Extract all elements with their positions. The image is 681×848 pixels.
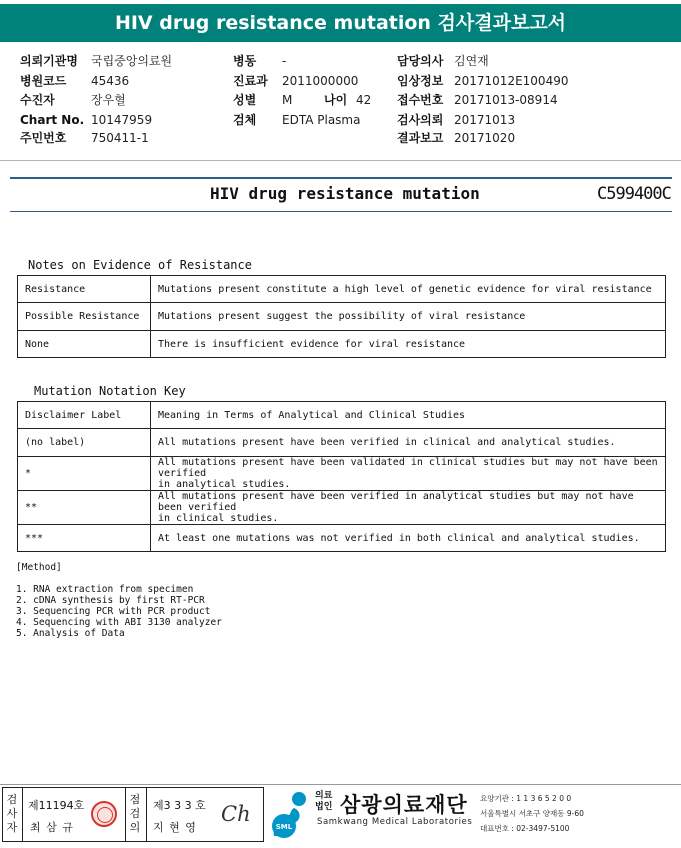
info-label: 주민번호 — [20, 131, 67, 145]
contact-line: 대표번호 : 02-3497-5100 — [480, 824, 570, 833]
evidence-table — [17, 275, 666, 358]
info-value-age: 42 — [356, 93, 372, 107]
method-title: [Method] — [16, 562, 62, 573]
examiner-role — [4, 793, 20, 835]
notation-meaning-line: in clinical studies. — [158, 513, 279, 524]
info-value: - — [282, 54, 287, 68]
notation-label: (no label) — [18, 429, 151, 457]
method-step: 2. cDNA synthesis by first RT-PCR — [16, 595, 205, 606]
footer-divider — [0, 784, 681, 785]
info-column-1 — [20, 54, 220, 154]
notation-meaning-line: All mutations present have been validated in clinical studies but may not have been verified — [158, 457, 658, 479]
contact-line: 요양기관 : 1 1 3 6 5 2 0 0 — [480, 794, 572, 803]
corp-prefix — [315, 791, 335, 813]
notation-meaning — [151, 457, 666, 491]
notation-meaning — [151, 429, 666, 457]
report-header-title: HIV drug resistance mutation 검사결과보고서 — [0, 4, 681, 42]
table-row — [18, 276, 666, 303]
evidence-meaning: There is insufficient evidence for viral resistance — [151, 331, 666, 358]
info-label: 수진자 — [20, 93, 55, 107]
evidence-term: None — [18, 331, 151, 358]
info-label: 진료과 — [233, 74, 268, 88]
notation-label: * — [18, 457, 151, 491]
report-code: C599400C — [597, 184, 671, 204]
examiner-seal-icon — [91, 801, 117, 827]
column-header-meaning: Meaning in Terms of Analytical and Clinical Studies — [151, 402, 666, 429]
info-value: 20171013 — [454, 113, 516, 127]
examiner-name: 최 삼 규 — [30, 821, 74, 834]
examiner-role-text: 검사자 — [6, 793, 18, 834]
info-label-age: 나이 — [324, 93, 348, 107]
inspector-license: 제3 3 3 호 — [153, 799, 206, 812]
corp-english-name: Samkwang Medical Laboratories — [317, 817, 473, 827]
info-value: 20171012E100490 — [454, 74, 569, 88]
inspector-name: 지 현 영 — [153, 821, 197, 834]
table-row — [18, 491, 666, 525]
info-label: 검사의뢰 — [397, 113, 444, 127]
signature-box — [2, 787, 264, 842]
info-label: 검체 — [233, 113, 257, 127]
evidence-term: Possible Resistance — [18, 303, 151, 331]
table-row — [18, 303, 666, 331]
evidence-meaning: Mutations present constitute a high level of genetic evidence for viral resistance — [151, 276, 666, 303]
evidence-term: Resistance — [18, 276, 151, 303]
notation-meaning — [151, 525, 666, 552]
inspector-signature: Ch — [221, 802, 251, 826]
logo-text: SML — [275, 823, 293, 831]
contact-line: 서울특별시 서초구 양재동 9-60 — [480, 809, 584, 818]
info-value: 20171013-08914 — [454, 93, 558, 107]
info-value: 10147959 — [91, 113, 153, 127]
info-label: 결과보고 — [397, 131, 444, 145]
info-label: 병원코드 — [20, 74, 67, 88]
info-column-3 — [397, 54, 597, 154]
column-header-label: Disclaimer Label — [18, 402, 151, 429]
info-label: 병동 — [233, 54, 257, 68]
evidence-meaning: Mutations present suggest the possibility of viral resistance — [151, 303, 666, 331]
inspector-role — [127, 793, 143, 835]
info-label: 임상정보 — [397, 74, 444, 88]
info-label: 접수번호 — [397, 93, 444, 107]
info-value: 2011000000 — [282, 74, 359, 88]
examiner-license: 제11194호 — [28, 799, 85, 812]
corp-prefix-text: 의료법인 — [315, 791, 333, 812]
inspector-role-text: 점검의 — [129, 793, 141, 834]
info-value: 김연재 — [454, 54, 489, 68]
info-value: M — [282, 93, 293, 107]
method-step: 5. Analysis of Data — [16, 628, 125, 639]
signature-divider — [146, 788, 147, 841]
notation-label: *** — [18, 525, 151, 552]
evidence-section-title: Notes on Evidence of Resistance — [28, 258, 252, 272]
method-step: 4. Sequencing with ABI 3130 analyzer — [16, 617, 222, 628]
table-row — [18, 429, 666, 457]
method-step: 1. RNA extraction from specimen — [16, 584, 194, 595]
table-header-row — [18, 402, 666, 429]
notation-meaning-line: All mutations present have been verified in clinical and analytical studies. — [158, 437, 616, 448]
notation-table — [17, 401, 666, 552]
info-label: Chart No. — [20, 113, 85, 127]
info-label: 성별 — [233, 93, 257, 107]
signature-divider — [125, 788, 126, 841]
info-value: 국립중앙의료원 — [91, 54, 173, 68]
table-row — [18, 331, 666, 358]
info-value: 20171020 — [454, 131, 516, 145]
corp-name: 삼광의료재단 — [340, 793, 468, 817]
notation-meaning-line: All mutations present have been verified in analytical studies but may not have been verified — [158, 491, 634, 513]
method-step: 3. Sequencing PCR with PCR product — [16, 606, 211, 617]
title-rule-top — [10, 177, 672, 179]
info-value: 750411-1 — [91, 131, 149, 145]
notation-meaning-line: At least one mutations was not verified in both clinical and analytical studies. — [158, 532, 640, 544]
notation-section-title: Mutation Notation Key — [34, 384, 186, 398]
info-value: 장우혈 — [91, 93, 126, 107]
report-title: HIV drug resistance mutation — [210, 184, 480, 203]
table-row — [18, 525, 666, 552]
sml-logo-icon — [270, 790, 312, 838]
notation-meaning-line: in analytical studies. — [158, 479, 291, 490]
info-value: 45436 — [91, 74, 130, 88]
notation-label: ** — [18, 491, 151, 525]
signature-divider — [22, 788, 23, 841]
info-label: 의뢰기관명 — [20, 54, 78, 68]
title-rule-bottom — [10, 211, 672, 212]
info-divider — [0, 160, 681, 161]
table-row — [18, 457, 666, 491]
notation-meaning — [151, 491, 666, 525]
info-label: 담당의사 — [397, 54, 444, 68]
info-value: EDTA Plasma — [282, 113, 361, 127]
info-column-2 — [233, 54, 393, 154]
